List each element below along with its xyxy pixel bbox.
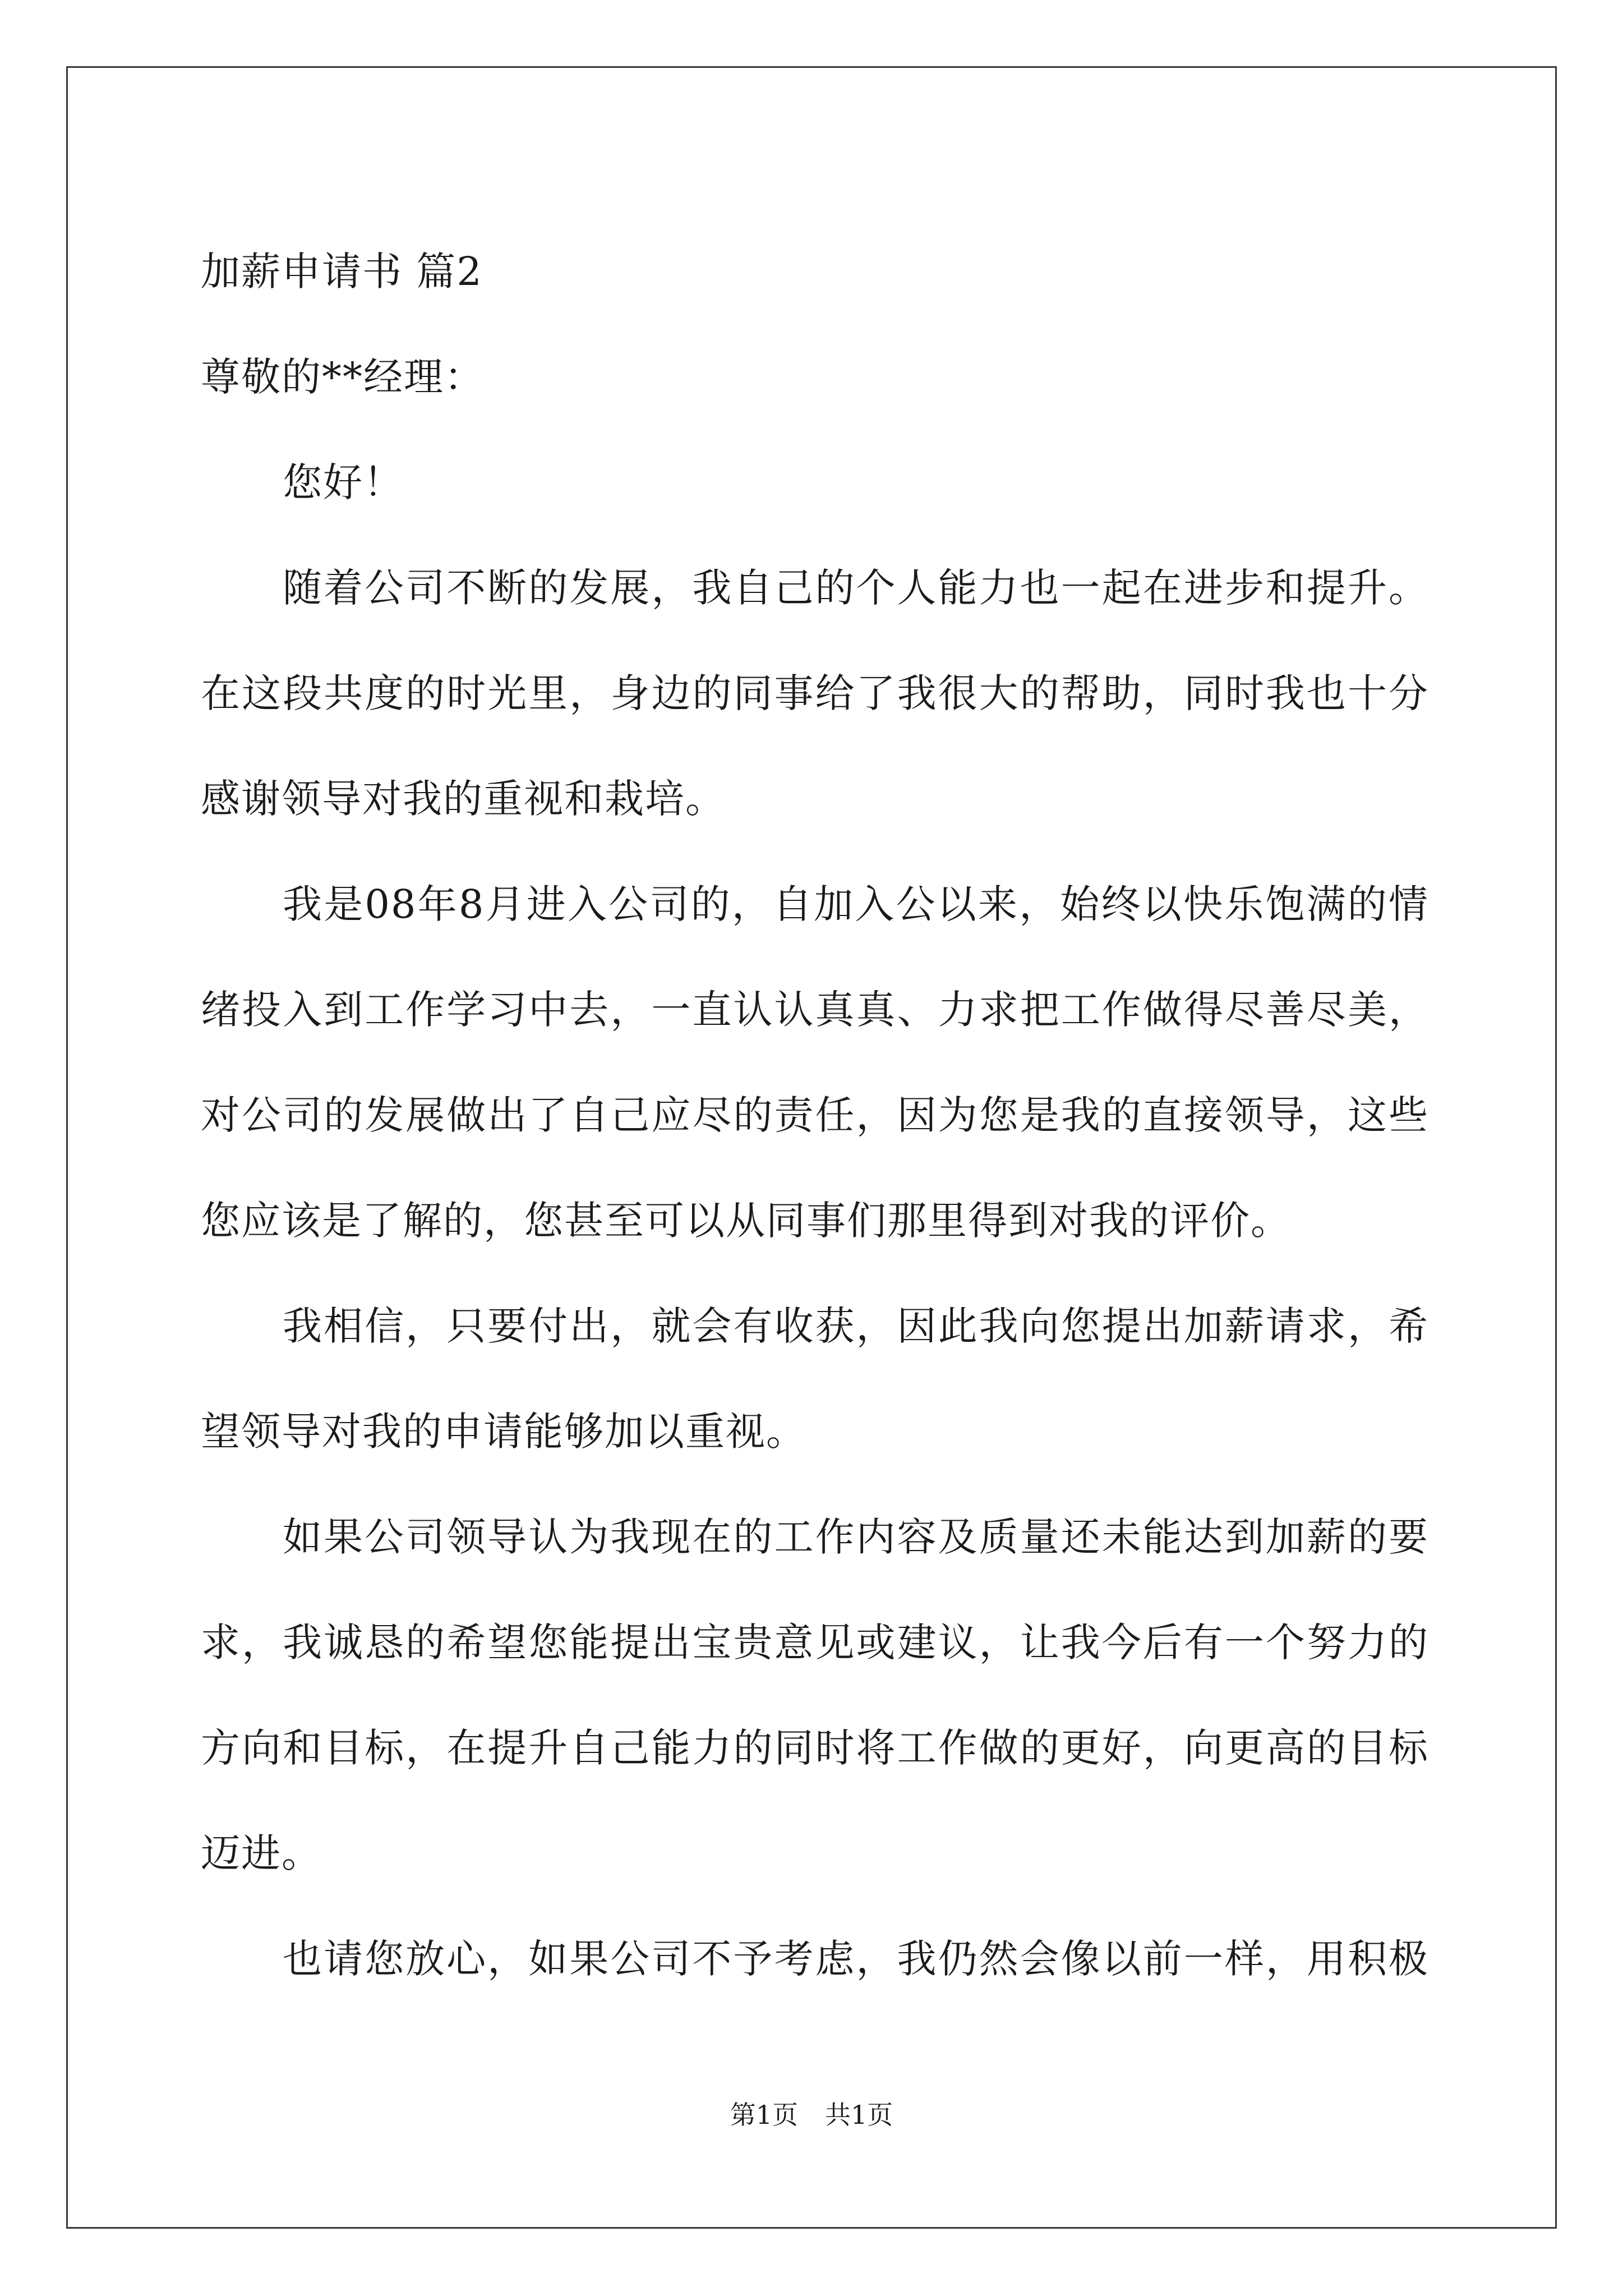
salutation: 尊敬的**经理： <box>201 354 485 400</box>
body-line: 您应该是了解的，您甚至可以从同事们那里得到对我的评价。 <box>201 1198 1291 1244</box>
body-line: 方向和目标，在提升自己能力的同时将工作做的更好，向更高的目标 <box>201 1725 1429 1771</box>
body-line: 在这段共度的时光里，身边的同事给了我很大的帮助，同时我也十分 <box>201 670 1429 716</box>
body-line: 迈进。 <box>201 1830 322 1876</box>
body-line: 绪投入到工作学习中去，一直认认真真、力求把工作做得尽善尽美， <box>201 987 1429 1033</box>
body-line: 求，我诚恳的希望您能提出宝贵意见或建议，让我今后有一个努力的 <box>201 1619 1429 1665</box>
page-total: 共1页 <box>825 2100 893 2130</box>
body-line: 我是08年8月进入公司的，自加入公以来，始终以快乐饱满的情 <box>283 881 1429 927</box>
body-line: 感谢领导对我的重视和栽培。 <box>201 776 726 822</box>
body-line: 如果公司领导认为我现在的工作内容及质量还未能达到加薪的要 <box>283 1514 1429 1560</box>
body-line: 望领导对我的申请能够加以重视。 <box>201 1409 806 1455</box>
body-line: 我相信，只要付出，就会有收获，因此我向您提出加薪请求，希 <box>283 1303 1429 1349</box>
body-line: 对公司的发展做出了自己应尽的责任，因为您是我的直接领导，这些 <box>201 1092 1429 1138</box>
body-line: 也请您放心，如果公司不予考虑，我仍然会像以前一样，用积极 <box>283 1936 1429 1982</box>
document-title: 加薪申请书 篇2 <box>201 249 483 295</box>
greeting: 您好！ <box>283 459 404 505</box>
body-line: 随着公司不断的发展，我自己的个人能力也一起在进步和提升。 <box>283 565 1429 611</box>
document-body <box>201 219 1429 2012</box>
page-number: 第1页 <box>730 2100 798 2130</box>
page-footer <box>0 2098 1623 2132</box>
